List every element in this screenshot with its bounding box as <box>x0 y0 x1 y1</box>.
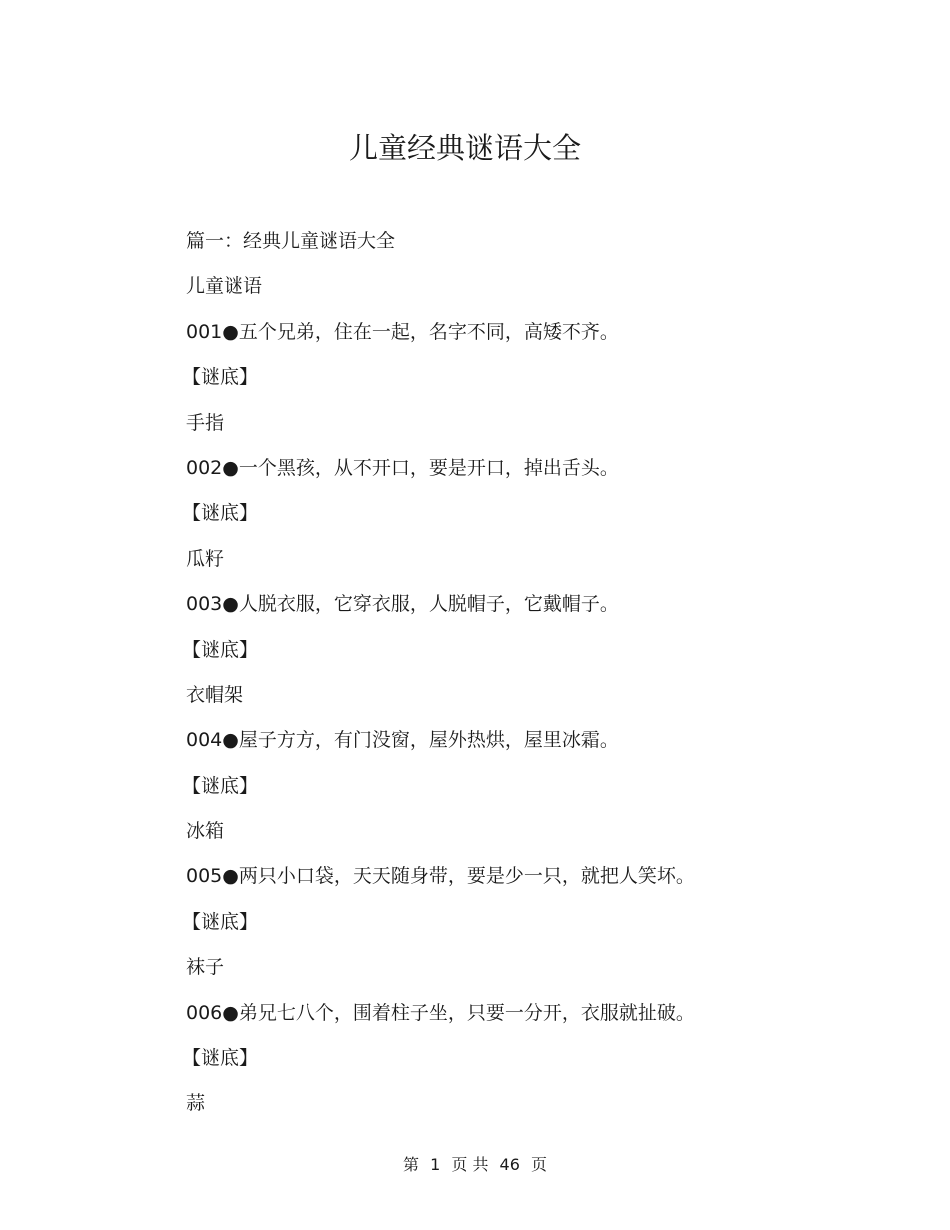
riddle-answer: 冰箱 <box>186 820 225 843</box>
riddle-question: 002●一个黑孩，从不开口，要是开口，掉出舌头。 <box>186 456 619 479</box>
page-prefix: 第 <box>402 1155 419 1174</box>
page-footer <box>0 1153 950 1177</box>
section-heading: 篇一：经典儿童谜语大全 <box>186 230 396 252</box>
answer-tag: 【谜底】 <box>182 638 259 661</box>
page-number: 1 <box>430 1155 441 1174</box>
answer-tag: 【谜底】 <box>182 366 259 389</box>
riddle-question: 005●两只小口袋，天天随身带，要是少一只，就把人笑坏。 <box>186 865 695 888</box>
page-mid: 页 共 <box>451 1155 489 1174</box>
riddle-answer: 瓜籽 <box>186 547 225 570</box>
answer-tag: 【谜底】 <box>182 502 259 525</box>
document-body <box>182 224 886 1132</box>
answer-tag: 【谜底】 <box>182 1047 259 1070</box>
answer-tag: 【谜底】 <box>182 774 259 797</box>
subsection-heading: 儿童谜语 <box>186 275 263 298</box>
page-total: 46 <box>499 1155 520 1174</box>
answer-tag: 【谜底】 <box>182 910 259 933</box>
riddle-answer: 手指 <box>186 411 225 434</box>
document-title: 儿童经典谜语大全 <box>348 131 581 165</box>
riddle-answer: 袜子 <box>186 956 225 979</box>
riddle-answer: 蒜 <box>186 1092 206 1115</box>
riddle-question: 003●人脱衣服，它穿衣服，人脱帽子，它戴帽子。 <box>186 593 619 616</box>
riddle-answer: 衣帽架 <box>186 683 244 706</box>
riddle-question: 001●五个兄弟，住在一起，名字不同，高矮不齐。 <box>186 320 619 343</box>
riddle-question: 004●屋子方方，有门没窗，屋外热烘，屋里冰霜。 <box>186 729 619 752</box>
page-suffix: 页 <box>531 1155 548 1174</box>
riddle-question: 006●弟兄七八个，围着柱子坐，只要一分开，衣服就扯破。 <box>186 1001 695 1024</box>
